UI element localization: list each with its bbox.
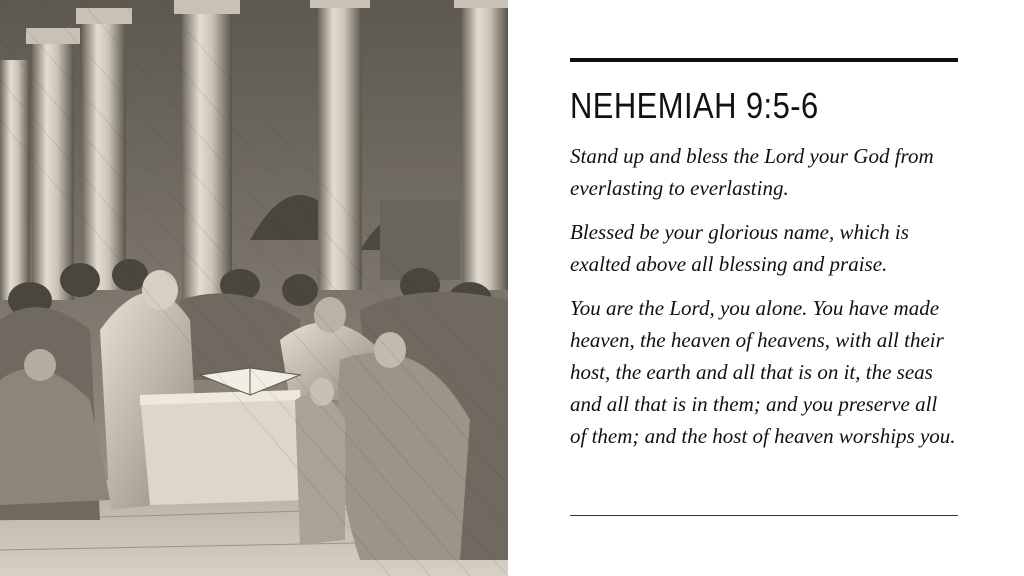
- verse-paragraph-3: You are the Lord, you alone. You have made heaven, the heaven of heavens, with all their host, the earth and all that is on it, the seas and all that is in them; and you preserve all of them; and the host of heaven worships you.: [570, 296, 956, 448]
- engraving-temple-scene-image: [0, 0, 508, 576]
- slide-title: NEHEMIAH 9:5-6: [570, 85, 819, 126]
- verse-paragraph-1: Stand up and bless the Lord your God from everlasting to everlasting.: [570, 144, 934, 200]
- bottom-divider: [570, 515, 958, 516]
- verse-panel: [570, 58, 958, 452]
- verse-paragraph-2: Blessed be your glorious name, which is exalted above all blessing and praise.: [570, 220, 909, 276]
- top-divider: [570, 58, 958, 62]
